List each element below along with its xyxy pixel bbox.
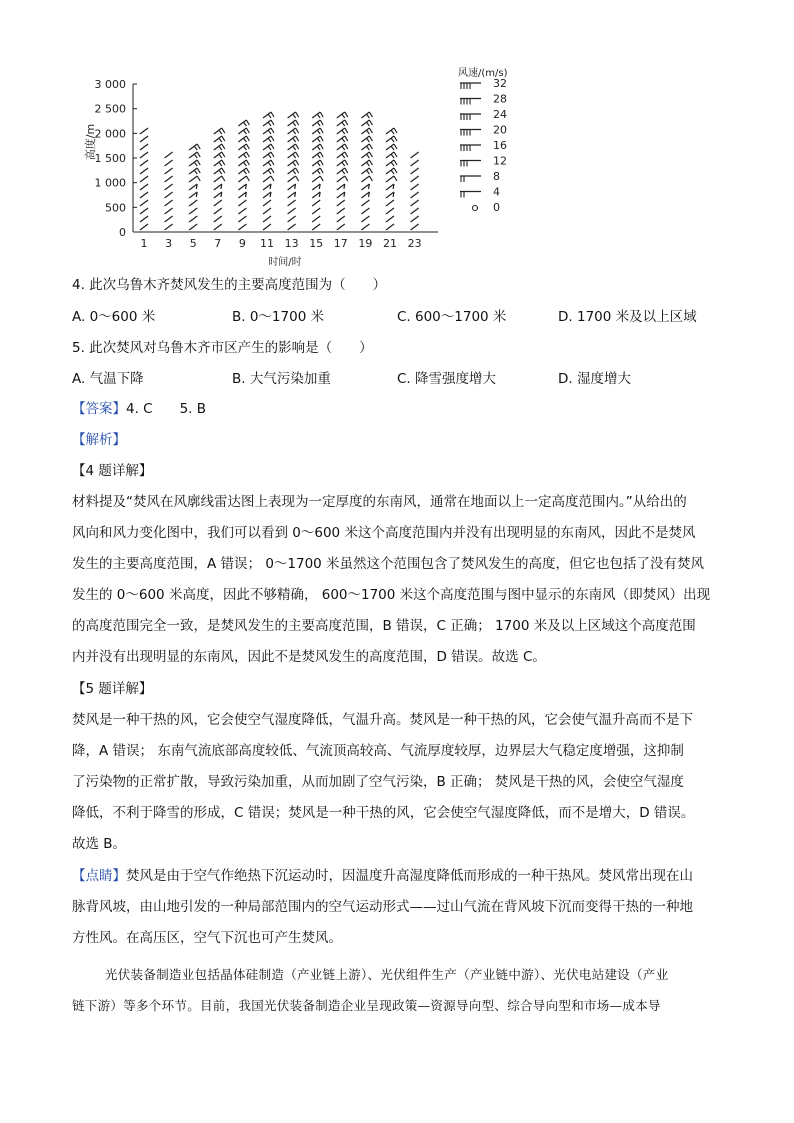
wind-barb [411, 200, 419, 206]
legend-value: 24 [493, 108, 507, 121]
wind-barb [140, 136, 148, 142]
y-tick-label: 0 [119, 226, 126, 239]
wind-barb [238, 160, 249, 166]
legend-value: 16 [493, 139, 507, 152]
wind-barb [386, 136, 397, 142]
wind-barb [189, 160, 200, 166]
y-axis-label: 高度/m [84, 123, 97, 161]
legend-value: 12 [493, 154, 507, 168]
wind-barb [189, 184, 197, 190]
wind-barb [140, 216, 148, 222]
y-tick-labels [95, 78, 138, 239]
note-line-3: 方性风。在高压区，空气下沉也可产生焚风。 [72, 930, 342, 946]
wind-barb [165, 168, 173, 174]
wind-barb [411, 192, 419, 198]
x-tick-label: 5 [189, 237, 197, 250]
x-tick-labels [141, 237, 422, 250]
wind-barb [386, 144, 397, 150]
wind-barb [140, 152, 148, 158]
legend-title: 风速/(m/s) [458, 68, 508, 79]
x-tick-label: 7 [214, 237, 222, 250]
wind-barb [288, 168, 299, 174]
wind-barb [361, 208, 369, 214]
wind-barb [288, 200, 296, 206]
wind-barb [337, 120, 348, 126]
wind-barb [312, 176, 323, 182]
wind-barb [337, 208, 345, 214]
wind-barb [386, 160, 397, 166]
detail-5-line-5: 故选 B。 [72, 836, 127, 852]
x-tick-label: 13 [284, 237, 299, 250]
wind-barb [312, 168, 323, 174]
wind-barb [361, 168, 372, 174]
wind-barb [411, 152, 419, 158]
wind-barb [411, 208, 419, 214]
wind-barb [189, 192, 197, 198]
wind-barb [288, 128, 299, 134]
wind-barb [386, 224, 394, 230]
wind-barb [189, 208, 197, 214]
wind-barb [411, 176, 419, 182]
x-tick-label: 9 [238, 237, 246, 250]
x-axis-label: 时间/时 [268, 257, 302, 268]
wind-barb [312, 224, 320, 230]
wind-barb [263, 112, 274, 118]
wind-barb [337, 112, 348, 118]
wind-barb [337, 176, 348, 182]
wind-barb [361, 176, 372, 182]
wind-barb [140, 160, 148, 166]
q5-option-c: C. 降雪强度增大 [397, 371, 497, 387]
wind-barb [361, 128, 372, 134]
wind-barb [361, 112, 372, 118]
wind-barb [165, 200, 173, 206]
legend-item [460, 155, 507, 168]
legend-item [460, 93, 507, 106]
legend-value: 32 [493, 77, 507, 90]
wind-barb [312, 152, 323, 158]
wind-barb [288, 208, 296, 214]
legend-item [460, 170, 500, 183]
detail-5-line-4: 降低，不利于降雪的形成，C 错误；焚风是一种干热的风，它会使空气湿度降低，而不是增大，D 错误。 [72, 805, 695, 821]
wind-barb [386, 176, 397, 182]
y-tick-label: 2 000 [94, 127, 126, 141]
wind-barb [189, 144, 200, 150]
wind-barb [238, 192, 246, 198]
wind-barb [238, 120, 249, 126]
wind-barb [288, 176, 299, 182]
detail-5-tag: 【5 题详解】 [72, 681, 153, 697]
wind-barb [140, 168, 148, 174]
x-tick-label: 17 [333, 237, 348, 250]
wind-barb [189, 152, 200, 158]
legend-item [460, 186, 500, 199]
wind-barb [263, 128, 274, 134]
legend-item [460, 124, 507, 137]
legend-item [460, 108, 507, 121]
wind-barb [312, 160, 323, 166]
wind-barb [361, 184, 369, 190]
x-tick-label: 21 [383, 237, 397, 250]
wind-speed-legend [460, 77, 507, 214]
wind-barb [263, 192, 271, 198]
wind-barb [288, 120, 299, 126]
wind-barb [337, 224, 345, 230]
wind-barb [214, 128, 225, 134]
wind-barb [263, 176, 274, 182]
wind-barb [238, 224, 246, 230]
wind-barb [386, 128, 397, 134]
wind-barb [214, 152, 225, 158]
note-tag: 【点睛】 [72, 868, 126, 884]
wind-barb [288, 152, 299, 158]
detail-4-line-5: 的高度范围完全一致，是焚风发生的主要高度范围，B 错误，C 正确； 1700 米及以上区域这个高度范围 [72, 618, 696, 634]
next-passage-line-1: 光伏装备制造业包括晶体硅制造（产业链上游）、光伏组件生产（产业链中游）、光伏电站建设（产业 [105, 967, 669, 982]
wind-barb [337, 128, 348, 134]
wind-barb [337, 152, 348, 158]
detail-4-line-2: 风向和风力变化图中，我们可以看到 0～600 米这个高度范围内并没有出现明显的东南风，因此不是焚风 [72, 525, 696, 541]
wind-barb [312, 136, 323, 142]
wind-barb [337, 200, 345, 206]
wind-barb [189, 224, 197, 230]
wind-barb [214, 184, 222, 190]
detail-4-line-6: 内并没有出现明显的东南风，因此不是焚风发生的高度范围，D 错误。故选 C。 [72, 649, 546, 665]
q5-option-b: B. 大气污染加重 [232, 371, 331, 387]
wind-barb [214, 144, 225, 150]
wind-barb [165, 208, 173, 214]
wind-barb [165, 152, 173, 158]
wind-barb [263, 120, 274, 126]
wind-barb [263, 136, 274, 142]
wind-barb [411, 224, 419, 230]
wind-barb [337, 216, 345, 222]
wind-barb [263, 168, 274, 174]
legend-value: 8 [493, 170, 500, 183]
wind-barb [312, 128, 323, 134]
wind-barb [361, 144, 372, 150]
question-4-stem: 4. 此次乌鲁木齐焚风发生的主要高度范围为（ ） [72, 277, 387, 293]
wind-barb [361, 120, 372, 126]
wind-barb [361, 192, 369, 198]
wind-barb [386, 168, 397, 174]
wind-barb [214, 168, 225, 174]
wind-barb [361, 136, 372, 142]
wind-barb [140, 192, 148, 198]
q4-option-b: B. 0～1700 米 [232, 309, 325, 325]
detail-5-line-2: 降，A 错误； 东南气流底部高度较低、气流顶高较高、气流厚度较厚，边界层大气稳定度增强，这抑制 [72, 743, 684, 759]
wind-barb [238, 136, 249, 142]
legend-item [473, 201, 501, 214]
wind-barb [411, 184, 419, 190]
wind-barb [238, 168, 249, 174]
wind-barb [312, 144, 323, 150]
wind-barb [361, 224, 369, 230]
wind-barb [411, 160, 419, 166]
note-line-1 [72, 866, 693, 886]
wind-barb [386, 152, 397, 158]
q4-option-a: A. 0～600 米 [72, 309, 156, 325]
wind-barb [214, 200, 222, 206]
wind-barb [337, 184, 345, 190]
detail-5-line-3: 了污染物的正常扩散，导致污染加重，从而加剧了空气污染，B 正确； 焚风是干热的风，会使空气湿度 [72, 774, 684, 790]
detail-5-line-1: 焚风是一种干热的风，它会使空气湿度降低，气温升高。焚风是一种干热的风，它会使气温升高而不是下 [72, 712, 693, 728]
wind-barb [214, 192, 222, 198]
wind-barb [263, 200, 271, 206]
wind-barb [337, 160, 348, 166]
wind-barb [238, 200, 246, 206]
next-passage-line-2: 链下游）等多个环节。目前，我国光伏装备制造企业呈现政策—资源导向型、综合导向型和市场—成本导 [72, 998, 661, 1013]
wind-barb [238, 184, 246, 190]
wind-barb [238, 152, 249, 158]
wind-barb [214, 208, 222, 214]
wind-barb [263, 144, 274, 150]
wind-barb [312, 112, 323, 118]
wind-barb [214, 160, 225, 166]
wind-barb [288, 144, 299, 150]
wind-barb [386, 216, 394, 222]
wind-barb [214, 136, 225, 142]
x-tick-label: 1 [140, 237, 148, 250]
wind-barb [238, 216, 246, 222]
wind-barb [312, 120, 323, 126]
x-tick-label: 15 [309, 237, 324, 250]
wind-barb [386, 208, 394, 214]
wind-profile-figure [84, 62, 528, 272]
question-5-stem: 5. 此次焚风对乌鲁木齐市区产生的影响是（ ） [72, 340, 373, 356]
wind-barb [238, 144, 249, 150]
x-tick-label: 23 [407, 237, 422, 250]
wind-barb [288, 224, 296, 230]
legend-value: 20 [493, 123, 507, 137]
y-tick-label: 3 000 [94, 78, 126, 91]
wind-barb [312, 184, 320, 190]
wind-barb [238, 208, 246, 214]
wind-barb [189, 200, 197, 206]
y-tick-label: 1 000 [94, 176, 126, 190]
y-tick-label: 500 [105, 201, 126, 215]
wind-barb [189, 176, 200, 182]
wind-barb [337, 168, 348, 174]
wind-barb [312, 192, 320, 198]
wind-barb [361, 200, 369, 206]
wind-barb [165, 216, 173, 222]
wind-barb [140, 128, 148, 134]
q5-option-d: D. 湿度增大 [558, 371, 631, 387]
legend-item [460, 139, 507, 152]
wind-barb [288, 192, 296, 198]
wind-barb [263, 152, 274, 158]
y-tick-label: 1 500 [94, 152, 126, 165]
x-tick-label: 3 [165, 237, 173, 250]
wind-barb [337, 136, 348, 142]
wind-barb [140, 144, 148, 150]
wind-barb [140, 224, 148, 230]
wind-barb [361, 152, 372, 158]
wind-barb [140, 208, 148, 214]
note-line-2: 脉背风坡，由山地引发的一种局部范围内的空气运动形式——过山气流在背风坡下沉而变得干热的一种地 [72, 899, 693, 915]
wind-barb [386, 200, 394, 206]
wind-barb [288, 184, 296, 190]
wind-barb [288, 160, 299, 166]
wind-barb [263, 208, 271, 214]
wind-barbs [140, 112, 419, 230]
wind-barb [238, 176, 249, 182]
wind-barb [263, 160, 274, 166]
detail-4-tag: 【4 题详解】 [72, 463, 153, 479]
wind-barb [361, 160, 372, 166]
wind-barb [411, 216, 419, 222]
wind-barb [288, 216, 296, 222]
wind-barb [238, 128, 249, 134]
legend-value: 0 [493, 201, 500, 214]
detail-4-line-1: 材料提及“焚风在风廓线雷达图上表现为一定厚度的东南风，通常在地面以上一定高度范围内。”从给出的 [72, 494, 687, 510]
wind-barb [189, 168, 200, 174]
wind-barb [361, 216, 369, 222]
wind-barb [337, 192, 345, 198]
detail-4-line-3: 发生的主要高度范围，A 错误； 0～1700 米虽然这个范围包含了焚风发生的高度，但它也包括了没有焚风 [72, 556, 705, 572]
wind-barb [411, 168, 419, 174]
wind-barb [165, 192, 173, 198]
analysis-tag: 【解析】 [72, 432, 126, 448]
wind-barb [263, 216, 271, 222]
wind-barb [140, 176, 148, 182]
wind-barb [165, 184, 173, 190]
wind-barb [288, 112, 299, 118]
x-tick-label: 19 [358, 237, 373, 250]
detail-4-line-4: 发生的 0～600 米高度，因此不够精确， 600～1700 米这个高度范围与图中显示的东南风（即焚风）出现 [72, 587, 711, 603]
wind-barb [140, 184, 148, 190]
wind-barb [312, 208, 320, 214]
wind-barb [386, 184, 394, 190]
wind-barb [165, 176, 173, 182]
wind-barb [337, 144, 348, 150]
answer-line [72, 399, 206, 419]
wind-barb [263, 184, 271, 190]
q4-option-d: D. 1700 米及以上区域 [558, 309, 697, 325]
wind-barb [140, 200, 148, 206]
x-tick-label: 11 [260, 237, 274, 250]
wind-barb [263, 224, 271, 230]
answer-text: 4. C 5. B [126, 401, 207, 417]
legend-value: 28 [493, 92, 507, 106]
wind-barb [312, 200, 320, 206]
q4-option-c: C. 600～1700 米 [397, 309, 507, 325]
y-tick-label: 2 500 [94, 102, 126, 116]
legend-value: 4 [493, 185, 500, 199]
wind-barb [165, 224, 173, 230]
wind-barb [214, 176, 225, 182]
wind-barb [214, 224, 222, 230]
wind-barb [386, 192, 394, 198]
wind-barb [165, 160, 173, 166]
wind-barb [214, 216, 222, 222]
answer-tag: 【答案】 [72, 401, 126, 417]
wind-barb [189, 216, 197, 222]
wind-barb [288, 136, 299, 142]
wind-barb [312, 216, 320, 222]
q5-option-a: A. 气温下降 [72, 371, 144, 387]
note-text-1: 焚风是由于空气作绝热下沉运动时，因温度升高湿度降低而形成的一种干热风。焚风常出现在山 [126, 868, 693, 884]
